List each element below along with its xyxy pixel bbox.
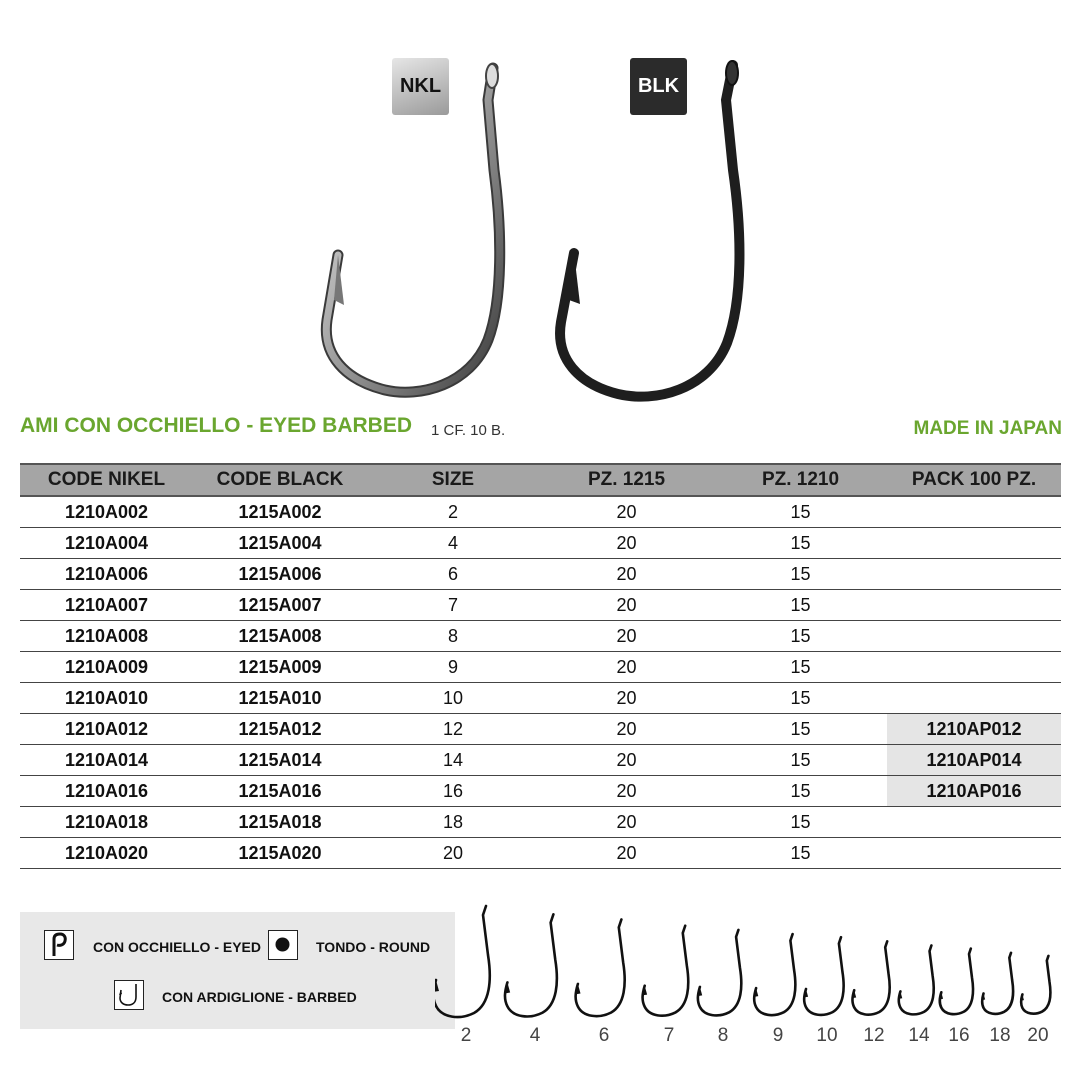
pz-1210-cell: 15 — [714, 496, 887, 528]
spec-table — [20, 463, 1061, 869]
size-label: 6 — [598, 1025, 610, 1046]
size-hook-12-icon — [852, 941, 889, 1014]
size-label: 2 — [460, 1025, 472, 1046]
size-hook-14-icon — [899, 946, 934, 1015]
table-row — [20, 496, 1061, 528]
code-nikel-cell: 1210A012 — [20, 714, 193, 745]
size-chart-svg — [435, 900, 1065, 1050]
nickel-badge: NKL — [392, 58, 449, 115]
table-row — [20, 652, 1061, 683]
barbed-hook-icon — [114, 980, 144, 1010]
table-row — [20, 683, 1061, 714]
pack-code-cell: 1210AP012 — [887, 714, 1061, 745]
legend-eyed-label: CON OCCHIELLO - EYED — [93, 939, 262, 955]
pz-1215-cell: 20 — [539, 559, 714, 590]
code-nikel-cell: 1210A014 — [20, 745, 193, 776]
pack-code-cell — [887, 838, 1061, 869]
pz-1215-cell: 20 — [539, 807, 714, 838]
table-row — [20, 745, 1061, 776]
code-black-cell: 1215A010 — [193, 683, 367, 714]
pz-1210-cell: 15 — [714, 745, 887, 776]
pack-code-cell — [887, 528, 1061, 559]
code-nikel-cell: 1210A006 — [20, 559, 193, 590]
code-nikel-cell: 1210A004 — [20, 528, 193, 559]
col-pack: PACK 100 PZ. — [887, 464, 1061, 496]
col-pz-1210: PZ. 1210 — [714, 464, 887, 496]
size-cell: 10 — [367, 683, 539, 714]
pz-1210-cell: 15 — [714, 559, 887, 590]
pz-1215-cell: 20 — [539, 621, 714, 652]
size-label: 20 — [1027, 1025, 1049, 1046]
size-cell: 9 — [367, 652, 539, 683]
product-title: AMI CON OCCHIELLO - EYED BARBED — [20, 414, 413, 437]
round-wire-icon — [268, 930, 298, 960]
code-nikel-cell: 1210A009 — [20, 652, 193, 683]
size-label: 10 — [816, 1025, 838, 1046]
col-code-black: CODE BLACK — [193, 464, 367, 496]
code-black-cell: 1215A014 — [193, 745, 367, 776]
pz-1210-cell: 15 — [714, 838, 887, 869]
code-nikel-cell: 1210A010 — [20, 683, 193, 714]
table-row — [20, 559, 1061, 590]
hook-images — [0, 0, 1080, 410]
pack-code-cell — [887, 683, 1061, 714]
col-size: SIZE — [367, 464, 539, 496]
pz-1215-cell: 20 — [539, 776, 714, 807]
size-cell: 14 — [367, 745, 539, 776]
black-badge: BLK — [630, 58, 687, 115]
code-black-cell: 1215A009 — [193, 652, 367, 683]
pz-1210-cell: 15 — [714, 776, 887, 807]
size-cell: 2 — [367, 496, 539, 528]
code-black-cell: 1215A006 — [193, 559, 367, 590]
code-nikel-cell: 1210A007 — [20, 590, 193, 621]
legend-box — [20, 912, 455, 1029]
package-info: 1 CF. 10 B. — [431, 422, 506, 439]
table-row — [20, 714, 1061, 745]
size-label: 9 — [772, 1025, 784, 1046]
pack-code-cell — [887, 621, 1061, 652]
legend-barbed-label: CON ARDIGLIONE - BARBED — [162, 989, 357, 1005]
pz-1215-cell: 20 — [539, 590, 714, 621]
pz-1210-cell: 15 — [714, 807, 887, 838]
code-black-cell: 1215A016 — [193, 776, 367, 807]
size-label: 14 — [908, 1025, 930, 1046]
pz-1210-cell: 15 — [714, 590, 887, 621]
size-chart — [435, 900, 1065, 1050]
table-header — [20, 464, 1061, 496]
pack-code-cell: 1210AP016 — [887, 776, 1061, 807]
size-label: 8 — [717, 1025, 729, 1046]
size-label: 16 — [948, 1025, 970, 1046]
pz-1215-cell: 20 — [539, 745, 714, 776]
code-nikel-cell: 1210A018 — [20, 807, 193, 838]
pz-1210-cell: 15 — [714, 714, 887, 745]
size-label: 12 — [863, 1025, 885, 1046]
pz-1215-cell: 20 — [539, 714, 714, 745]
pz-1210-cell: 15 — [714, 528, 887, 559]
pack-code-cell — [887, 496, 1061, 528]
size-label: 18 — [989, 1025, 1011, 1046]
code-black-cell: 1215A007 — [193, 590, 367, 621]
pz-1210-cell: 15 — [714, 621, 887, 652]
pack-code-cell: 1210AP014 — [887, 745, 1061, 776]
code-nikel-cell: 1210A008 — [20, 621, 193, 652]
table-body — [20, 496, 1061, 869]
col-code-nikel: CODE NIKEL — [20, 464, 193, 496]
table-row — [20, 776, 1061, 807]
size-label: 4 — [529, 1025, 541, 1046]
code-nikel-cell: 1210A002 — [20, 496, 193, 528]
code-black-cell: 1215A002 — [193, 496, 367, 528]
size-hook-9-icon — [754, 934, 795, 1015]
size-hook-4-icon — [505, 914, 557, 1016]
legend-round-label: TONDO - ROUND — [316, 939, 431, 955]
table-row — [20, 807, 1061, 838]
col-pz-1215: PZ. 1215 — [539, 464, 714, 496]
table-row — [20, 838, 1061, 869]
pack-code-cell — [887, 559, 1061, 590]
size-cell: 4 — [367, 528, 539, 559]
code-black-cell: 1215A008 — [193, 621, 367, 652]
code-black-cell: 1215A012 — [193, 714, 367, 745]
pz-1215-cell: 20 — [539, 528, 714, 559]
pz-1215-cell: 20 — [539, 496, 714, 528]
product-hero — [0, 0, 1080, 410]
size-cell: 12 — [367, 714, 539, 745]
title-row — [20, 414, 1062, 444]
size-cell: 16 — [367, 776, 539, 807]
code-black-cell: 1215A020 — [193, 838, 367, 869]
code-black-cell: 1215A004 — [193, 528, 367, 559]
table-row — [20, 590, 1061, 621]
size-hook-2-icon — [435, 906, 490, 1017]
eyed-hook-icon — [44, 930, 74, 960]
size-cell: 8 — [367, 621, 539, 652]
size-hook-20-icon — [1021, 956, 1051, 1014]
size-cell: 6 — [367, 559, 539, 590]
made-in-label: MADE IN JAPAN — [913, 418, 1062, 439]
size-hook-10-icon — [804, 937, 844, 1015]
code-nikel-cell: 1210A016 — [20, 776, 193, 807]
size-label: 7 — [663, 1025, 675, 1046]
pz-1215-cell: 20 — [539, 683, 714, 714]
code-black-cell: 1215A018 — [193, 807, 367, 838]
pz-1210-cell: 15 — [714, 652, 887, 683]
table-row — [20, 621, 1061, 652]
size-cell: 7 — [367, 590, 539, 621]
size-hook-7-icon — [642, 926, 688, 1016]
size-cell: 18 — [367, 807, 539, 838]
size-hook-18-icon — [982, 953, 1013, 1014]
pack-code-cell — [887, 652, 1061, 683]
pz-1215-cell: 20 — [539, 838, 714, 869]
code-nikel-cell: 1210A020 — [20, 838, 193, 869]
pack-code-cell — [887, 807, 1061, 838]
size-cell: 20 — [367, 838, 539, 869]
pz-1215-cell: 20 — [539, 652, 714, 683]
pack-code-cell — [887, 590, 1061, 621]
table-row — [20, 528, 1061, 559]
pz-1210-cell: 15 — [714, 683, 887, 714]
size-hook-16-icon — [940, 949, 973, 1015]
size-hook-8-icon — [698, 930, 742, 1015]
size-hook-6-icon — [575, 920, 624, 1017]
